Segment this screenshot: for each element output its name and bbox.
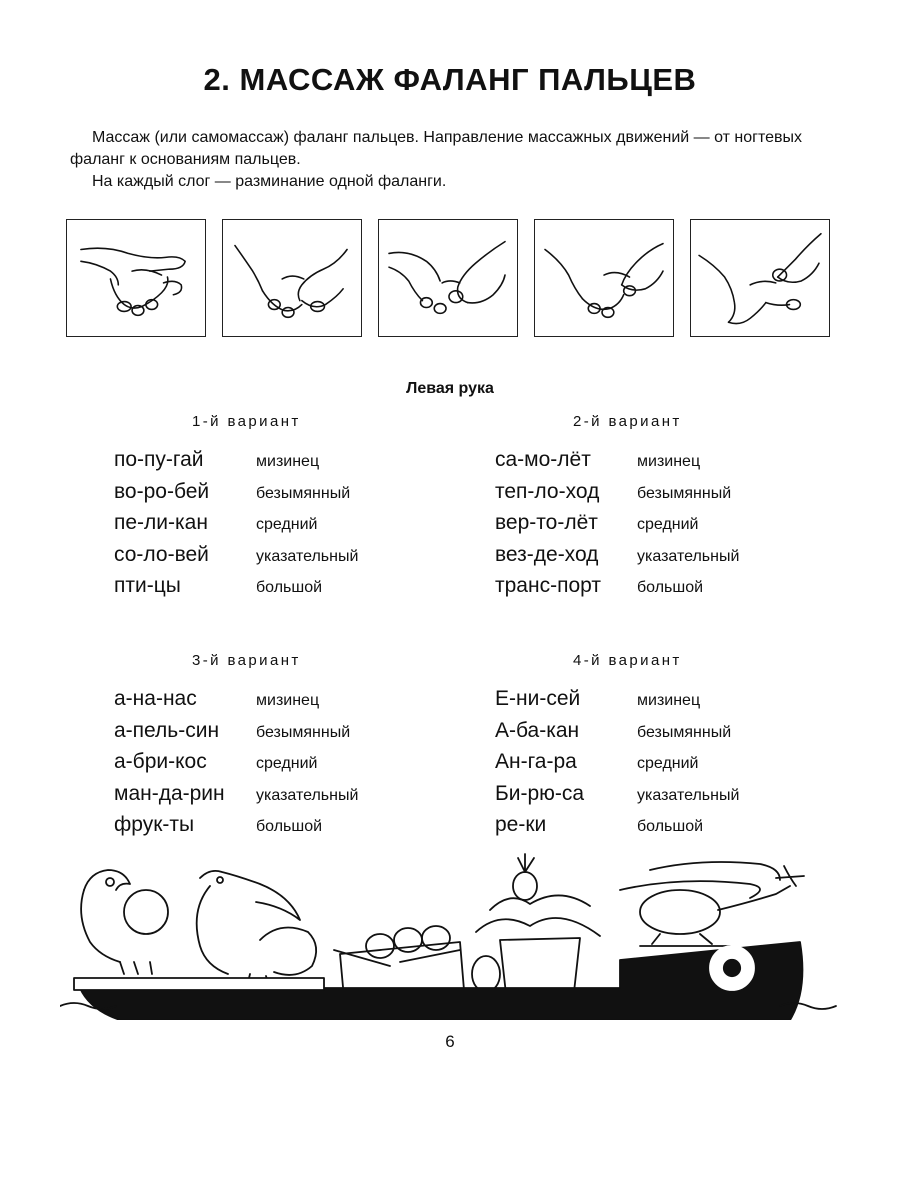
syllable-word: А-ба-кан xyxy=(495,718,580,742)
syllable-word: Е-ни-сей xyxy=(495,687,581,710)
page-title: 2. МАССАЖ ФАЛАНГ ПАЛЬЦЕВ xyxy=(203,62,697,97)
variant-block xyxy=(495,652,815,845)
variant-title: 1-й вариант xyxy=(192,413,301,430)
list-item xyxy=(114,813,434,845)
syllable-word: ман-да-рин xyxy=(114,781,225,805)
hand-massage-illustration xyxy=(66,219,206,337)
finger-name: безымянный xyxy=(256,723,351,741)
syllable-word: со-ло-вей xyxy=(114,542,209,566)
variant-block xyxy=(114,413,434,606)
finger-name: мизинец xyxy=(256,692,320,709)
syllable-word: вез-де-ход xyxy=(495,542,599,566)
finger-name: средний xyxy=(256,755,318,772)
hand-massage-illustration xyxy=(222,219,362,337)
finger-name: указательный xyxy=(256,547,359,565)
variant-title: 4-й вариант xyxy=(573,652,682,669)
list-item xyxy=(495,750,815,782)
list-item xyxy=(114,511,434,543)
finger-name: средний xyxy=(637,516,699,533)
finger-name: безымянный xyxy=(637,723,732,741)
list-item xyxy=(495,511,815,543)
list-item xyxy=(495,480,815,512)
finger-name: большой xyxy=(637,579,704,596)
syllable-word: теп-ло-ход xyxy=(495,479,600,503)
hands-icon xyxy=(379,220,517,336)
finger-name: мизинец xyxy=(637,453,701,470)
syllable-word: а-пель-син xyxy=(114,718,220,742)
hand-massage-illustration xyxy=(534,219,674,337)
variant-block xyxy=(114,652,434,845)
ship-illustration xyxy=(60,850,840,1020)
syllable-word: фрук-ты xyxy=(114,813,195,836)
syllable-word: пе-ли-кан xyxy=(114,511,208,534)
list-item xyxy=(114,750,434,782)
section-title: Левая рука xyxy=(406,380,494,397)
list-item xyxy=(114,782,434,814)
list-item xyxy=(495,687,815,719)
hands-icon xyxy=(691,220,829,336)
list-item xyxy=(114,574,434,606)
page-number: 6 xyxy=(445,1032,455,1051)
list-item xyxy=(114,480,434,512)
variant-title: 3-й вариант xyxy=(192,652,301,669)
syllable-word: са-мо-лёт xyxy=(495,448,591,471)
finger-name: средний xyxy=(637,755,699,772)
list-item xyxy=(495,574,815,606)
list-item xyxy=(114,719,434,751)
intro-paragraph-2: На каждый слог — разминание одной фаланги. xyxy=(92,173,447,190)
syllable-word: а-бри-кос xyxy=(114,750,207,773)
syllable-word: Ан-га-ра xyxy=(495,750,577,773)
syllable-word: транс-порт xyxy=(495,574,601,597)
finger-name: мизинец xyxy=(256,453,320,470)
ship-icon xyxy=(60,850,840,1020)
finger-name: безымянный xyxy=(637,484,732,502)
finger-name: средний xyxy=(256,516,318,533)
finger-name: большой xyxy=(256,579,323,596)
finger-name: большой xyxy=(256,818,323,835)
finger-name: указательный xyxy=(637,786,740,804)
list-item xyxy=(114,687,434,719)
hand-illustrations xyxy=(66,219,836,339)
list-item xyxy=(114,543,434,575)
intro-text xyxy=(70,127,840,193)
syllable-word: по-пу-гай xyxy=(114,448,204,471)
syllable-word: во-ро-бей xyxy=(114,479,210,503)
hand-massage-illustration xyxy=(690,219,830,337)
hands-icon xyxy=(535,220,673,336)
finger-name: большой xyxy=(637,818,704,835)
finger-name: указательный xyxy=(637,547,740,565)
syllable-word: пти-цы xyxy=(114,574,181,597)
finger-name: мизинец xyxy=(637,692,701,709)
intro-paragraph-1: Массаж (или самомассаж) фаланг пальцев. Направление массажных движений — от ногтевых фаланг к основаниям пальцев. xyxy=(70,129,803,168)
hand-massage-illustration xyxy=(378,219,518,337)
syllable-word: вер-то-лёт xyxy=(495,511,598,534)
list-item xyxy=(495,543,815,575)
hands-icon xyxy=(223,220,361,336)
syllable-word: Би-рю-са xyxy=(495,781,585,805)
finger-name: безымянный xyxy=(256,484,351,502)
finger-name: указательный xyxy=(256,786,359,804)
variant-block xyxy=(495,413,815,606)
hands-icon xyxy=(67,220,205,336)
syllable-word: а-на-нас xyxy=(114,687,197,710)
list-item xyxy=(495,813,815,845)
list-item xyxy=(495,448,815,480)
variant-title: 2-й вариант xyxy=(573,413,682,430)
list-item xyxy=(495,719,815,751)
syllable-word: ре-ки xyxy=(495,813,547,836)
list-item xyxy=(495,782,815,814)
list-item xyxy=(114,448,434,480)
